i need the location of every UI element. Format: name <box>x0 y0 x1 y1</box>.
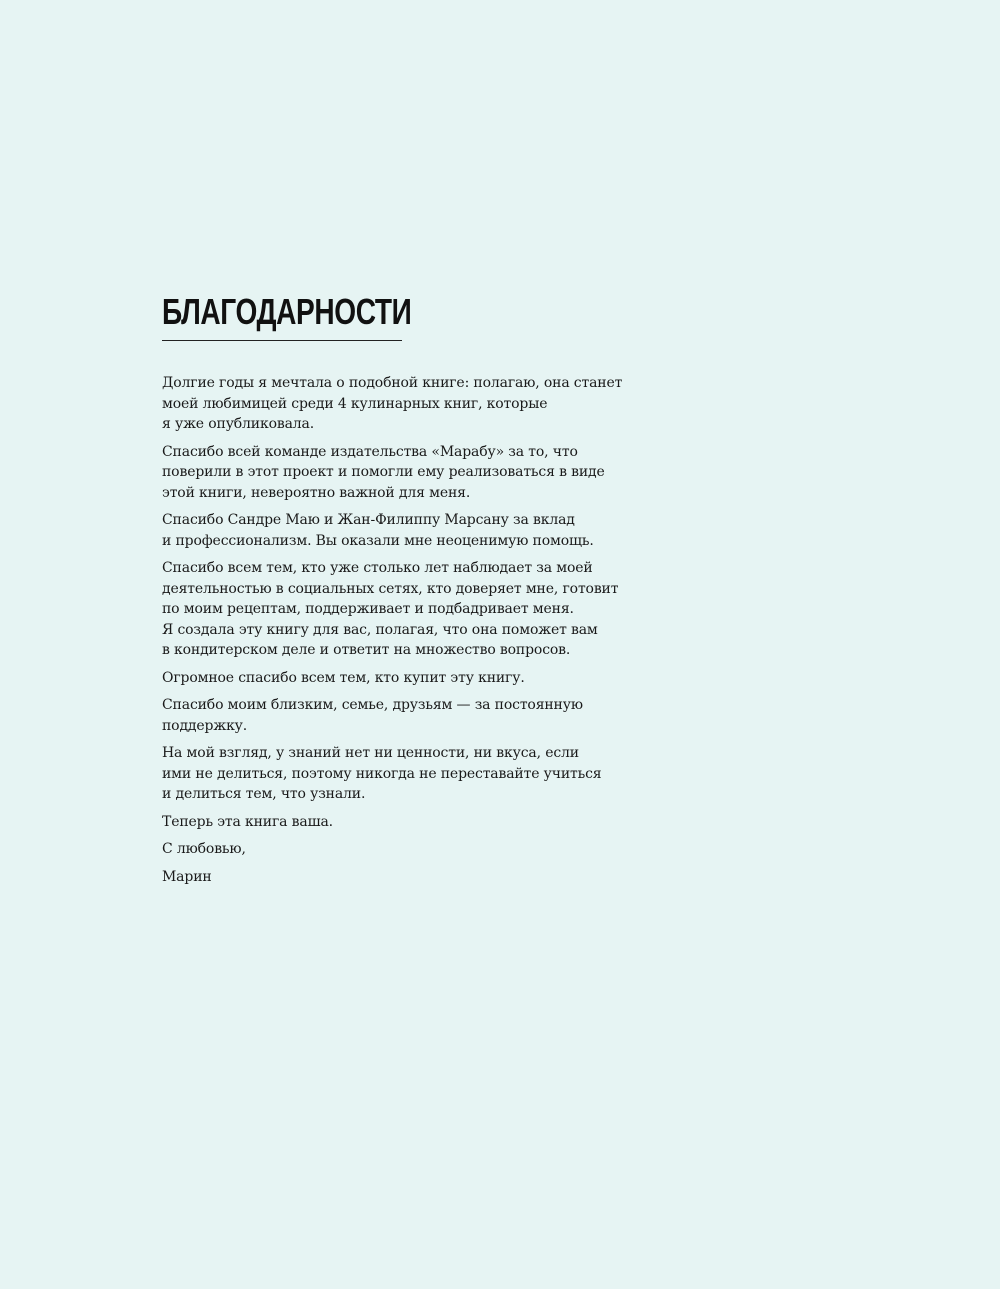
text-line: и профессионализм. Вы оказали мне неоценимую помощь. <box>162 532 594 549</box>
text-line: ими не делиться, поэтому никогда не переставайте учиться <box>162 765 602 782</box>
text-line: этой книги, невероятно важной для меня. <box>162 484 471 501</box>
text-line: в кондитерском деле и ответит на множество вопросов. <box>162 642 571 658</box>
text-line: Спасибо всей команде издательства «Марабу» за то, что <box>162 443 578 460</box>
paragraph <box>162 442 622 504</box>
paragraph <box>162 510 622 551</box>
text-line: по моим рецептам, поддерживает и подбадривает меня. <box>162 601 574 617</box>
text-line: я уже опубликовала. <box>162 416 315 432</box>
text-line: Долгие годы я мечтала о подобной книге: полагаю, она станет <box>162 375 623 391</box>
title-underline <box>162 340 402 341</box>
page-title: БЛАГОДАРНОСТИ <box>162 291 412 332</box>
text-line: поддержку. <box>162 717 248 734</box>
text-line: и делиться тем, что узнали. <box>162 786 366 802</box>
paragraph <box>162 373 622 435</box>
text-line: Я создала эту книгу для вас, полагая, что она поможет вам <box>162 621 598 638</box>
signature-name <box>162 867 622 888</box>
text-line: Марин <box>162 868 212 885</box>
text-line: Спасибо всем тем, кто уже столько лет наблюдает за моей <box>162 560 593 576</box>
paragraph <box>162 558 622 661</box>
closing-line <box>162 839 622 860</box>
text-line: Теперь эта книга ваша. <box>162 813 333 830</box>
text-line: Спасибо Сандре Маю и Жан-Филиппу Марсану за вклад <box>162 512 575 528</box>
text-line: поверили в этот проект и помогли ему реализоваться в виде <box>162 464 605 480</box>
acknowledgements-page <box>162 290 622 894</box>
text-line: С любовью, <box>162 841 246 857</box>
paragraph <box>162 812 622 833</box>
paragraph <box>162 743 622 805</box>
paragraph <box>162 695 622 736</box>
text-line: Спасибо моим близким, семье, друзьям — за постоянную <box>162 697 583 713</box>
text-line: деятельностью в социальных сетях, кто доверяет мне, готовит <box>162 580 619 597</box>
paragraph <box>162 668 622 689</box>
text-line: Огромное спасибо всем тем, кто купит эту книгу. <box>162 669 525 686</box>
text-line: На мой взгляд, у знаний нет ни ценности, ни вкуса, если <box>162 745 579 761</box>
text-line: моей любимицей среди 4 кулинарных книг, которые <box>162 395 548 412</box>
